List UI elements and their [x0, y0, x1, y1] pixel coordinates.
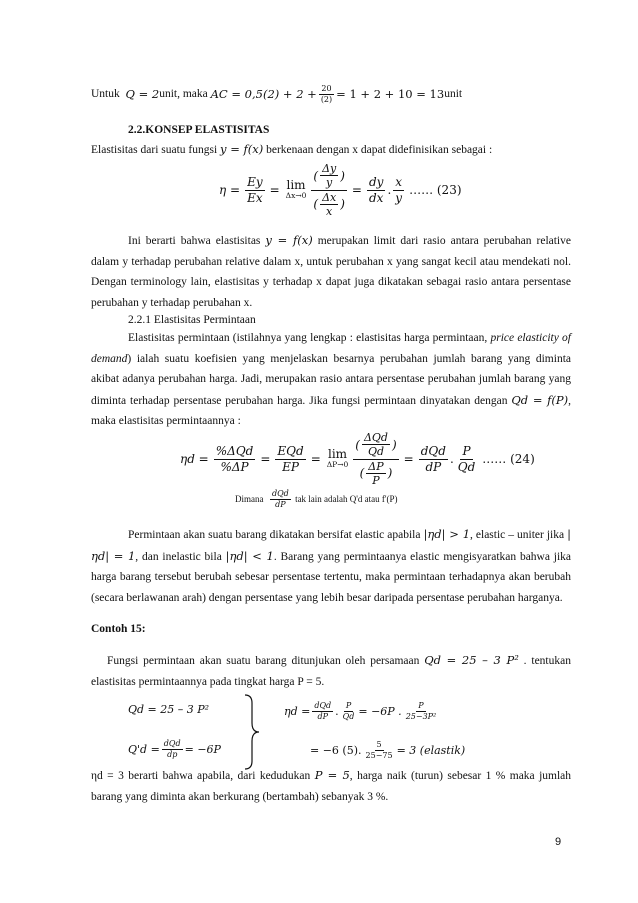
- para1-b: merupakan limit dari rasio antara perubahan relative dalam y terhadap perubahan relative dalam x, untuk perubahan x yang sangat kecil atau mendekati nol. Dengan terminology lain, elastisitas y terhadap x dapat juga dikatakan sebagai rasio antara persentase perubahan y terhadap perubahan x.: [91, 235, 571, 309]
- work-derivative: [128, 731, 221, 767]
- work-q1: Qd = 25 – 3 P²: [128, 703, 210, 716]
- eq24-dq: ΔQd: [363, 431, 388, 445]
- work-e1-fraction3: [404, 701, 439, 721]
- dimana-fraction-num: dQd: [272, 489, 289, 498]
- dimana-text: tak lain adalah Q'd atau f'(P): [295, 494, 398, 505]
- unit2-text: unit: [444, 88, 463, 100]
- para2-c: , maka elastisitas permintaannya :: [91, 394, 571, 427]
- subsection-heading: 2.2.1 Elastisitas Permintaan: [128, 314, 256, 326]
- eq23-xy-den: y: [395, 190, 403, 205]
- intro-rest: berkenaan dengan x dapat didefinisikan sebagai :: [266, 144, 493, 156]
- dimana-fraction: [270, 489, 291, 509]
- eq24-pq-num: P: [462, 444, 471, 459]
- eq23-y: y: [326, 176, 333, 190]
- eq24-percent: [214, 444, 256, 474]
- section-heading: 2.2.KONSEP ELASTISITAS: [128, 124, 270, 136]
- eq24-limit: [327, 448, 349, 469]
- work-e2-left: = −6 (5).: [310, 743, 362, 757]
- eq23-dot: .: [387, 183, 392, 197]
- para3-cond-inelastic: |ηd| < 1: [225, 548, 274, 563]
- paragraph-demand-elasticity: [91, 328, 571, 432]
- paragraph-elasticity-meaning: [91, 230, 571, 313]
- work-e1-num3: P: [418, 700, 424, 710]
- paragraph-elastic-conditions: [91, 524, 571, 608]
- eq23-equals2: =: [351, 183, 362, 197]
- para1-function: y = f(x): [265, 233, 313, 247]
- work-q2-fraction: [162, 739, 183, 759]
- para3-cond-unit: |ηd| = 1: [91, 527, 572, 563]
- eq24-dot: .: [449, 452, 454, 466]
- work-e1-dot: .: [335, 704, 339, 718]
- work-elasticity-formula: [284, 694, 440, 728]
- right-brace-icon: [243, 693, 261, 771]
- eq23-ey: Ey: [247, 175, 263, 190]
- work-e2-right: = 3 (elastik): [396, 743, 466, 757]
- untuk-word: Untuk: [91, 88, 120, 100]
- equation-24: [177, 428, 538, 490]
- eq23-dx: Δx: [322, 190, 337, 204]
- para5-b: , harga naik (turun) sebesar 1 % maka jumlah barang yang diminta akan berkurang (bertambah) sebanyak 3 %.: [91, 770, 572, 803]
- eq24-qd: Qd: [367, 445, 384, 459]
- paragraph-example-interpretation: [91, 765, 571, 807]
- eq24-ratio: ( $\frac{\text{ΔQd}}{Qd}$ ) ( $\frac{\Delta P}{P}$ ): [355, 431, 397, 487]
- eq24-e-num: EQd: [277, 444, 304, 459]
- eq23-eta: η =: [219, 183, 241, 197]
- eq24-percent-num: %ΔQd: [215, 444, 254, 459]
- page-number: 9: [555, 836, 562, 848]
- eq24-lim-sub: ΔP→0: [326, 460, 349, 470]
- intro-function: y = f(x): [220, 142, 264, 156]
- eq23-dydx: [367, 175, 385, 205]
- eq24-eta: ηd =: [180, 452, 209, 466]
- work-demand-function: [128, 703, 209, 716]
- equation-23: [216, 162, 465, 218]
- eq24-equals3: =: [403, 452, 414, 466]
- para2-a: Elastisitas permintaan (istilahnya yang lengkap : elastisitas harga permintaan,: [128, 332, 488, 344]
- eq23-x: x: [326, 204, 333, 218]
- eq24-e-ratio: [275, 444, 305, 474]
- para3-cond-elastic: |ηd| > 1: [423, 527, 471, 541]
- ac-result: = 1 + 2 + 10 = 13: [336, 87, 445, 101]
- eq23-ratio: ( $\frac{\Delta y}{y}$ ) ( $\frac{\Delta x}{x}$ ): [313, 162, 345, 218]
- eq24-equals2: =: [310, 452, 321, 466]
- eq23-tag: …… (23): [409, 183, 462, 197]
- elasticity-intro: [91, 139, 571, 161]
- q-value: Q = 2: [125, 87, 160, 101]
- eq23-lim: lim: [286, 178, 306, 193]
- eq24-derivative-num: dQd: [420, 444, 446, 459]
- ac-formula: AC = 0,5(2) + 2 +: [210, 87, 317, 101]
- work-e1-mid: = −6P .: [358, 704, 402, 718]
- eq24-p: P: [372, 473, 380, 487]
- work-e1-left: ηd =: [284, 704, 311, 718]
- eq23-dydx-num: dy: [368, 175, 384, 190]
- eq23-dy: Δy: [322, 162, 337, 176]
- para3-d: . Barang yang permintaanya elastic mengisyaratkan bahwa jika harga barang tersebut berubah sebesar persentase tertentu, maka permintaan terhadapnya akan berubah (secara berlawanan arah) dengan persentase yang lebih besar daripada persentase perubahan harganya.: [91, 550, 572, 604]
- eq23-lim-sub: Δx→0: [285, 191, 307, 201]
- eq24-equals: =: [260, 452, 271, 466]
- work-e2-fraction: [364, 740, 395, 760]
- work-e1-den3: 25−3P²: [405, 711, 437, 721]
- para3-a: Permintaan akan suatu barang dikatakan bersifat elastic apabila: [128, 529, 421, 541]
- dimana-label: Dimana: [235, 494, 264, 505]
- eq23-xy: [393, 175, 404, 205]
- eq24-tag: …… (24): [482, 452, 535, 466]
- para3-c: , dan inelastic bila: [135, 550, 222, 563]
- eq24-derivative-den: dP: [425, 459, 442, 474]
- ac-fraction-den: (2): [320, 94, 333, 104]
- work-e1-num2: P: [345, 700, 352, 710]
- work-q2-left: Q'd =: [128, 742, 160, 756]
- work-q2-right: = −6P: [184, 742, 221, 756]
- eq24-pq-den: Qd: [457, 459, 476, 474]
- work-e1-den2: Qd: [342, 711, 355, 721]
- eq24-dp: ΔP: [368, 459, 384, 473]
- para4-a: Fungsi permintaan akan suatu barang ditunjukan oleh persamaan: [107, 655, 420, 667]
- para3-b: , elastic – uniter jika: [470, 529, 565, 541]
- eq23-ey-ex: [245, 175, 265, 205]
- work-e2-den: 25−75: [365, 750, 393, 760]
- dimana-note: [235, 489, 398, 509]
- para2-italic-term: price elasticity of demand: [91, 332, 571, 365]
- eq24-pq: [456, 444, 478, 474]
- work-e1-fraction2: [341, 701, 357, 721]
- work-q2-num: dQd: [163, 738, 181, 748]
- dimana-fraction-den: dP: [275, 499, 286, 509]
- para2-function: Qd = f(P): [511, 392, 569, 407]
- eq24-derivative: [419, 444, 448, 474]
- work-e1-fraction1: [312, 701, 333, 721]
- eq24-e-den: EP: [282, 459, 299, 474]
- intro-text: Elastisitas dari suatu fungsi: [91, 144, 218, 156]
- example-result-line: [91, 84, 571, 105]
- ac-fraction-num: 20: [321, 84, 332, 94]
- work-e1-den1: dP: [317, 711, 329, 721]
- example-heading: Contoh 15:: [91, 623, 146, 635]
- eq23-xy-num: x: [395, 175, 403, 190]
- eq24-percent-den: %ΔP: [220, 459, 249, 474]
- eq23-ex: Ex: [247, 190, 263, 205]
- ac-fraction: [319, 84, 334, 104]
- work-e2-num: 5: [376, 739, 382, 749]
- para4-function: Qd = 25 – 3 P²: [424, 653, 519, 667]
- para5-a: ηd = 3 berarti bahwa apabila, dari kedudukan: [91, 770, 311, 782]
- para1-a: Ini berarti bahwa elastisitas: [128, 235, 261, 247]
- para4-b: . tentukan elastisitas permintaannya pada tingkat harga P = 5.: [91, 655, 571, 688]
- para2-b: ) ialah suatu koefisien yang menjelaskan besarnya perubahan jumlah barang yang diminta akibat adanya perubahan harga. Jadi, merupakan rasio antara persentase perubahan jumlah barang yang diminta terhadap persentase perubahan harga. Jika fungsi permintaan dinyatakan dengan: [91, 352, 571, 407]
- unit-text: unit, maka: [159, 88, 208, 100]
- eq23-limit: [286, 179, 307, 200]
- work-q2-den: dp: [167, 749, 178, 759]
- eq24-lim: lim: [327, 447, 348, 462]
- para5-price: P = 5: [314, 768, 350, 782]
- work-elasticity-result: [310, 733, 465, 767]
- eq23-equals: =: [269, 183, 280, 197]
- eq23-dydx-den: dx: [368, 190, 384, 205]
- work-e1-num1: dQd: [314, 700, 332, 710]
- paragraph-example-problem: [91, 650, 571, 692]
